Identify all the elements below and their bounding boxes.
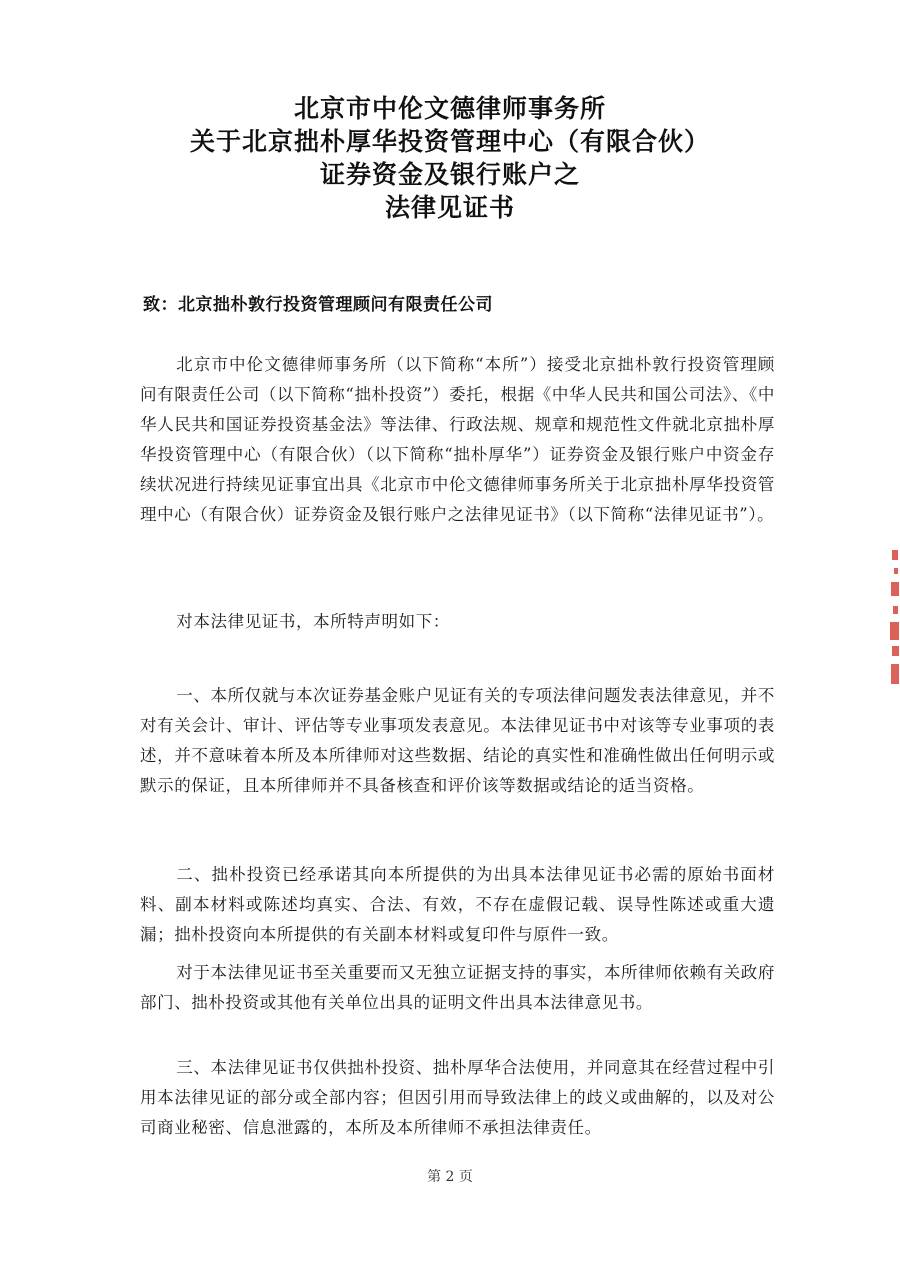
title-line-3: 证券资金及银行账户之 (319, 160, 580, 189)
seal-mark (892, 646, 899, 656)
seal-mark (894, 568, 898, 574)
seal-mark (891, 582, 899, 596)
clause-two-paragraph: 二、拙朴投资已经承诺其向本所提供的为出具本法律见证书必需的原始书面材料、副本材料或陈述均真实、合法、有效，不存在虚假记载、误导性陈述或重大遗漏；拙朴投资向本所提供的有关副本材料或复印件与原件一致。 (140, 865, 775, 944)
declaration-paragraph: 对本法律见证书，本所特声明如下： (176, 612, 450, 631)
seal-mark (891, 664, 899, 684)
clause-two-continuation-paragraph: 对于本法律见证书至关重要而又无独立证据支持的事实，本所律师依赖有关政府部门、拙朴投资或其他有关单位出具的证明文件出具本法律意见书。 (140, 963, 775, 1012)
seal-edge-icon (886, 548, 900, 688)
document-title (0, 92, 900, 224)
title-line-1: 北京市中伦文德律师事务所 (293, 94, 606, 123)
clause-three-paragraph: 三、本法律见证书仅供拙朴投资、拙朴厚华合法使用，并同意其在经营过程中引用本法律见证的部分或全部内容；但因引用而导致法律上的歧义或曲解的，以及对公司商业秘密、信息泄露的，本所及本所律师不承担法律责任。 (140, 1058, 775, 1137)
clause-one-paragraph: 一、本所仅就与本次证券基金账户见证有关的专项法律问题发表法律意见，并不对有关会计、审计、评估等专业事项发表意见。本法律见证书中对该等专业事项的表述，并不意味着本所及本所律师对这些数据、结论的真实性和准确性做出任何明示或默示的保证，且本所律师并不具备核查和评价该等数据或结论的适当资格。 (140, 686, 775, 795)
title-line-4: 法律见证书 (384, 193, 515, 222)
intro-paragraph: 北京市中伦文德律师事务所（以下简称“本所”）接受北京拙朴敦行投资管理顾问有限责任公司（以下简称“拙朴投资”）委托，根据《中华人民共和国公司法》、《中华人民共和国证券投资基金法》等法律、行政法规、规章和规范性文件就北京拙朴厚华投资管理中心（有限合伙）（以下简称“拙朴厚华”）证券资金及银行账户中资金存续状况进行持续见证事宜出具《北京市中伦文德律师事务所关于北京拙朴厚华投资管理中心（有限合伙）证券资金及银行账户之法律见证书》（以下简称“法律见证书”）。 (140, 355, 775, 524)
addressee: 致：北京拙朴敦行投资管理顾问有限责任公司 (143, 295, 493, 315)
seal-mark (890, 622, 899, 640)
seal-mark (892, 550, 898, 560)
page-number: 第 2 页 (427, 1169, 473, 1185)
title-line-2: 关于北京拙朴厚华投资管理中心（有限合伙） (189, 127, 710, 156)
seal-mark (893, 606, 898, 614)
